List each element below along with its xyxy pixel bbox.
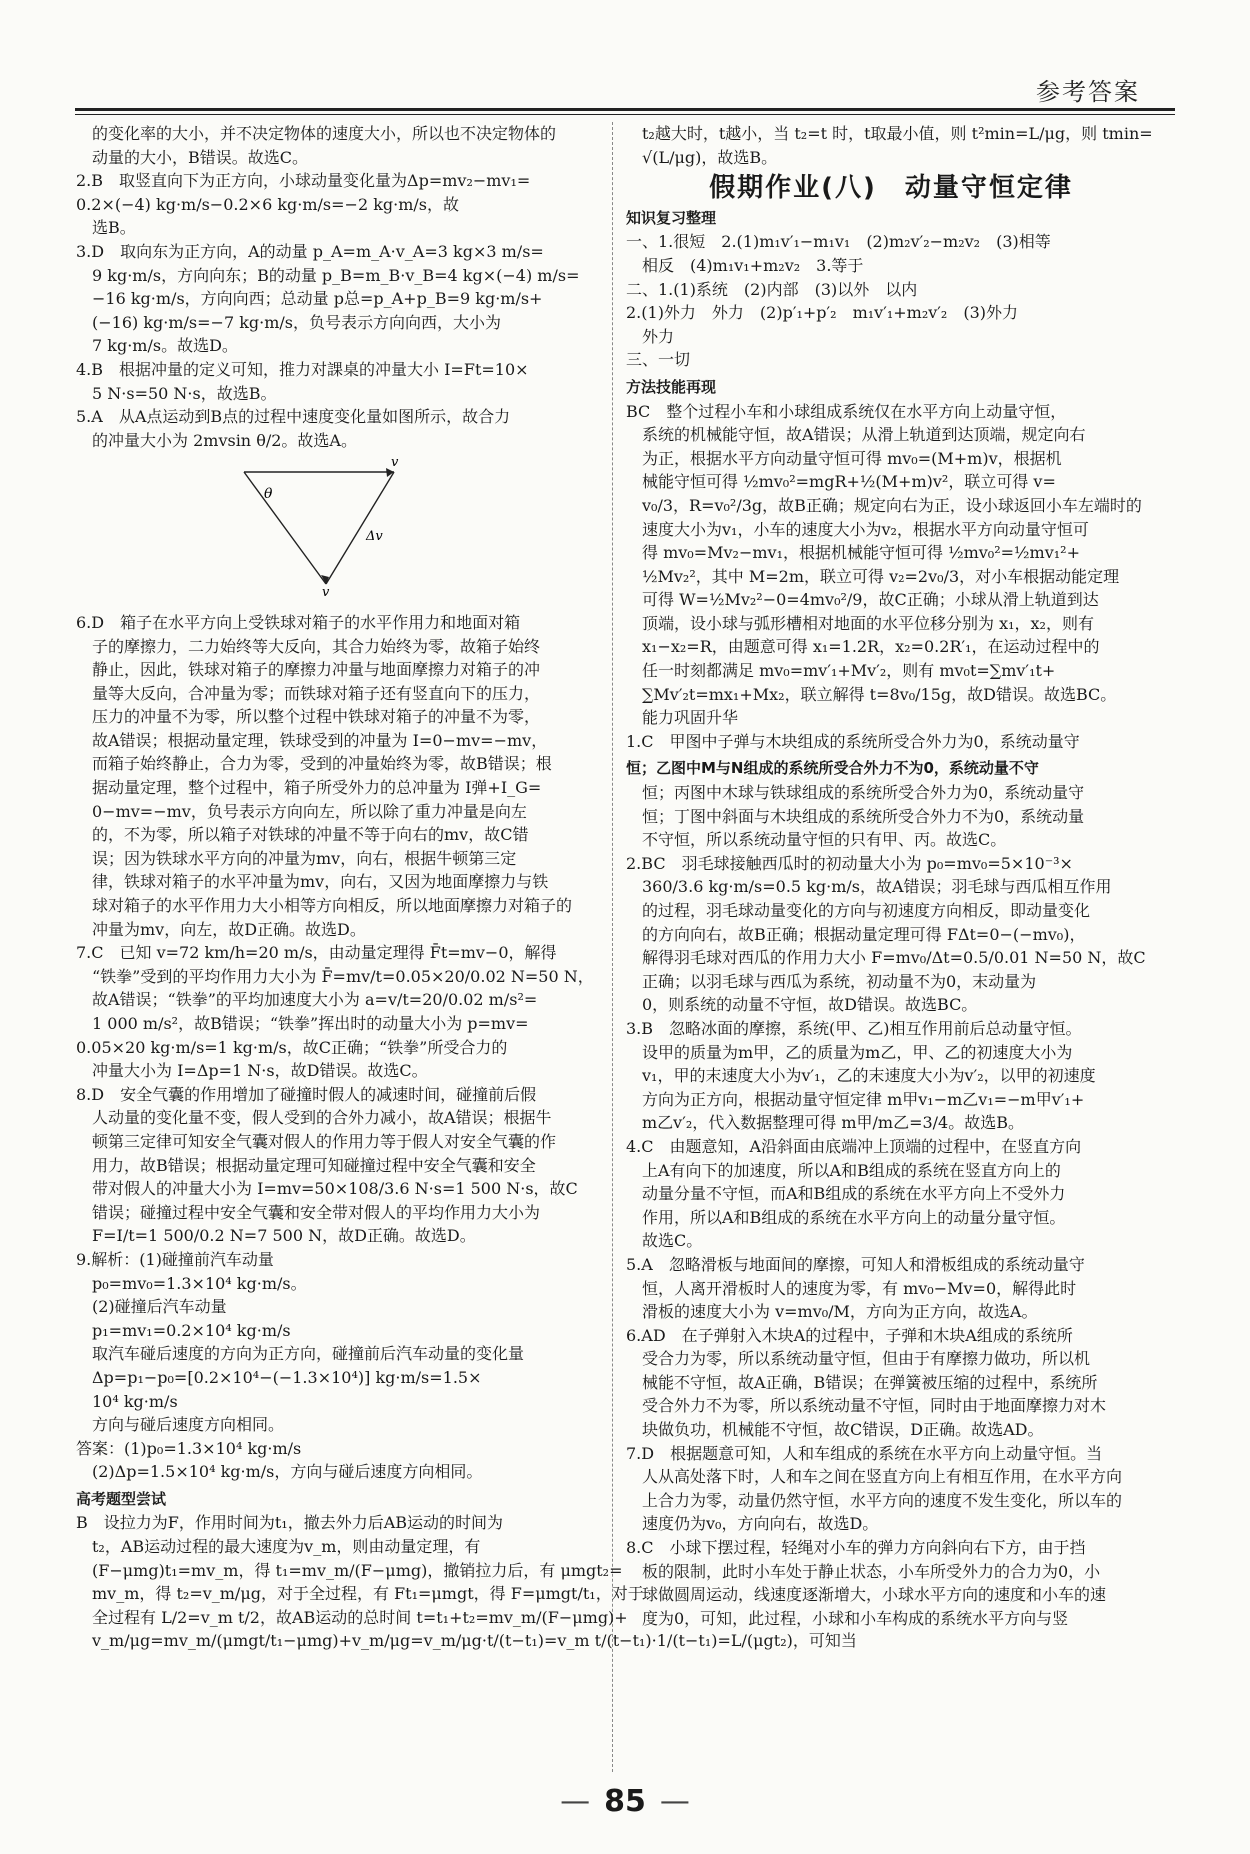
page-number-value: 85 [604,1784,646,1819]
text-line: (2)Δp=1.5×10⁴ kg·m/s，方向与碰后速度方向相同。 [92,1462,483,1482]
text-line: 1 000 m/s²，故B错误；“铁拳”挥出时的动量大小为 p=mv= [92,1014,529,1033]
text-line: 得 mv₀=Mv₂−mv₁，根据机械能守恒可得 ½mv₀²=½mv₁²+ [642,543,1080,563]
column-divider [612,122,613,1772]
text-line: 可得 W=½Mv₂²−0=4mv₀²/9，故C正确；小球从滑上轨道到达 [642,590,1099,610]
text-line: 恒，人离开滑板时人的速度为零，有 mv₀−Mv=0，解得此时 [642,1278,1077,1298]
text-line: 4.C 由题意知，A沿斜面由底端冲上顶端的过程中，在竖直方向 [626,1136,1082,1156]
text-line: 而箱子始终静止，合力为零，受到的冲量始终为零，故B错误；根 [92,754,552,774]
text-line: 错误；碰撞过程中安全气囊和安全带对假人的平均作用力大小为 [92,1202,541,1222]
text-line: 为正，根据水平方向动量守恒可得 mv₀=(M+m)v，根据机 [642,448,1062,468]
text-line: 7.D 根据题意可知，人和车组成的系统在水平方向上动量守恒。当 [626,1443,1103,1463]
text-line: 作用，所以A和B组成的系统在水平方向上的动量分量守恒。 [642,1207,1066,1227]
velocity-triangle-figure [226,455,601,605]
text-line: √(L/μg)，故选B。 [642,147,778,167]
v-label-bottom: v [322,585,330,601]
text-line: 据动量定理，整个过程中，箱子所受外力的总冲量为 I弹+I_G= [92,778,542,798]
text-line: BC 整个过程小车和小球组成系统仅在水平方向上动量守恒， [626,401,1067,421]
text-line: 全过程有 L/2=v_m t/2，故AB运动的总时间 t=t₁+t₂=mv_m/(F−μmg)+ [92,1607,628,1627]
text-line: 2.BC 羽毛球接触西瓜时的初动量大小为 p₀=mv₀=5×10⁻³× [626,853,1073,873]
text-line: 误；因为铁球水平方向的冲量为mv，向右，根据牛顿第三定 [92,848,517,868]
text-line: 4.B 根据冲量的定义可知，推力对課桌的冲量大小 I=Ft=10× [76,359,529,379]
text-line: 2.(1)外力 外力 (2)p′₁+p′₂ m₁v′₁+m₂v′₂ (3)外力 [626,303,1018,323]
text-line: 球对箱子的水平作用力大小相等方向相反，所以地面摩擦力对箱子的 [92,896,573,916]
text-line: 的，不为零，所以箱子对铁球的冲量不等于向右的mv，故C错 [92,825,529,845]
text-line: 故A错误；根据动量定理，铁球受到的冲量为 I=0−mv=−mv， [92,730,548,750]
subheading: 高考题型尝试 [76,1489,167,1508]
header-label: 参考答案 [1036,78,1140,106]
text-line: ∑Mv′₂t=mx₁+Mx₂，联立解得 t=8v₀/15g，故D错误。故选BC。 [642,684,1117,704]
text-line: 1.C 甲图中子弹与木块组成的系统所受合外力为0，系统动量守 [626,731,1080,751]
text-line: 能力巩固升华 [642,708,739,728]
text-line: 任一时刻都满足 mv₀=mv′₁+Mv′₂，则有 mv₀t=∑mv′₁t+ [642,661,1056,681]
text-line: 3.B 忽略冰面的摩擦，系统(甲、乙)相互作用前后总动量守恒。 [626,1018,1082,1038]
text-line: 动量的大小，B错误。故选C。 [92,147,309,167]
text-line: 6.AD 在子弹射入木块A的过程中，子弹和木块A组成的系统所 [626,1325,1073,1345]
text-line: B 设拉力为F，作用时间为t₁，撤去外力后AB运动的时间为 [76,1513,504,1533]
text-line: 外力 [642,326,675,346]
text-line: 9 kg·m/s，方向向东；B的动量 p_B=m_B·v_B=4 kg×(−4) m/s= [92,265,580,285]
left-edge [244,472,326,584]
theta-label: θ [264,486,273,503]
page-number: — 85 — [560,1784,690,1819]
text-line: 块做负功，机械能不守恒，故C错误，D正确。故选AD。 [642,1420,1044,1440]
text-line: 压力的冲量不为零，所以整个过程中铁球对箱子的冲量不为零， [92,707,541,727]
text-line: v₁，甲的末速度大小为v′₁，乙的末速度大小为v′₂，以甲的初速度 [642,1066,1096,1086]
text-line: 0，则系统的动量不守恒，故D错误。故选BC。 [642,995,978,1015]
right-column [626,122,1156,1630]
text-line: 2.B 取竖直向下为正方向，小球动量变化量为Δp=mv₂−mv₁= [76,171,531,191]
text-line: 用力，故B错误；根据动量定理可知碰撞过程中安全气囊和安全 [92,1155,536,1175]
text-line: m乙v′₂，代入数据整理可得 m甲/m乙=3/4。故选B。 [642,1113,1024,1133]
text-line: (2)碰撞后汽车动量 [92,1297,227,1317]
text-line: 量等大反向，合冲量为零；而铁球对箱子还有竖直向下的压力， [92,683,541,703]
text-line: 的方向向右，故B正确；根据动量定理可得 FΔt=0−(−mv₀)， [642,924,1086,944]
subheading: 恒；乙图中M与N组成的系统所受合外力不为0，系统动量不守 [626,759,1039,778]
text-line: −16 kg·m/s，方向向西；总动量 p总=p_A+p_B=9 kg·m/s+ [92,289,543,309]
text-line: 系统的机械能守恒，故A错误；从滑上轨道到达顶端，规定向右 [642,425,1086,445]
text-line: 械能不守恒，故A正确，B错误；在弹簧被压缩的过程中，系统所 [642,1372,1098,1392]
text-line: 人动量的变化量不变，假人受到的合外力减小，故A错误；根据牛 [92,1108,552,1128]
text-line: 板的限制，此时小车处于静止状态，小车所受外力的合力为0，小 [642,1561,1101,1581]
text-line: 冲量大小为 I=Δp=1 N·s，故D错误。故选C。 [92,1061,428,1081]
subheading: 知识复习整理 [626,208,717,227]
text-line: 7 kg·m/s。故选D。 [92,336,238,356]
text-line: (F−μmg)t₁=mv_m，得 t₁=mv_m/(F−μmg)，撤销拉力后，有 μmgt₂= [92,1560,623,1580]
text-line: 相反 (4)m₁v₁+m₂v₂ 3.等于 [642,255,864,275]
delta-v-label: Δv [366,529,383,545]
text-line: t₂越大时，t越小，当 t₂=t 时，t取最小值，则 t²min=L/μg，则 tmin= [642,124,1153,143]
text-line: 正确；以羽毛球与西瓜为系统，初动量不为0，末动量为 [642,971,1037,991]
text-line: 滑板的速度大小为 v=mv₀/M，方向为正方向，故选A。 [642,1302,1038,1322]
text-line: 的冲量大小为 2mvsin θ/2。故选A。 [92,430,357,450]
text-line: 设甲的质量为m甲，乙的质量为m乙，甲、乙的初速度大小为 [642,1042,1073,1062]
text-line: mv_m，得 t₂=v_m/μg，对于全过程，有 Ft₁=μmgt，得 F=μmgt/t₁，对于 [92,1584,644,1604]
text-line: 0.2×(−4) kg·m/s−0.2×6 kg·m/s=−2 kg·m/s，故 [76,194,460,214]
text-line: 速度大小为v₁，小车的速度大小为v₂，根据水平方向动量守恒可 [642,519,1089,539]
text-line: t₂，AB运动过程的最大速度为v_m，则由动量定理，有 [92,1537,481,1557]
text-line: 5.A 忽略滑板与地面间的摩擦，可知人和滑板组成的系统动量守 [626,1254,1085,1274]
velocity-triangle-svg [226,455,416,601]
text-line: ½Mv₂²，其中 M=2m，联立可得 v₂=2v₀/3，对小车根据动能定理 [642,566,1120,586]
section-title: 假期作业(八) 动量守恒定律 [709,173,1073,204]
text-line: 360/3.6 kg·m/s=0.5 kg·m/s，故A错误；羽毛球与西瓜相互作用 [642,877,1112,897]
text-line: 3.D 取向东为正方向，A的动量 p_A=m_A·v_A=3 kg×3 m/s= [76,241,544,261]
text-line: 方向与碰后速度方向相同。 [92,1415,285,1435]
text-line: 人从高处落下时，人和车之间在竖直方向上有相互作用，在水平方向 [642,1467,1123,1487]
header-rule [75,108,1175,111]
text-line: v₀/3，R=v₀²/3g，故B正确；规定向右为正，设小球返回小车左端时的 [642,495,1142,515]
text-line: F=I/t=1 500/0.2 N=7 500 N，故D正确。故选D。 [92,1226,476,1246]
header-rule-thin [75,114,1175,115]
text-line: Δp=p₁−p₀=[0.2×10⁴−(−1.3×10⁴)] kg·m/s=1.5× [92,1367,482,1387]
text-line: 二、1.(1)系统 (2)内部 (3)以外 以内 [626,279,918,299]
text-line: 动量分量不守恒，而A和B组成的系统在水平方向上不受外力 [642,1184,1066,1204]
text-line: 7.C 已知 v=72 km/h=20 m/s，由动量定理得 F̄t=mv−0，解得 [76,943,557,963]
right-edge [326,472,394,584]
text-line: “铁拳”受到的平均作用力大小为 F̄=mv/t=0.05×20/0.02 N=50 N， [92,966,594,986]
text-line: 律，铁球对箱子的水平冲量为mv，向右，又因为地面摩擦力与铁 [92,872,549,892]
text-line: 度为0，可知，此过程，小球和小车构成的系统水平方向与竖 [642,1608,1069,1628]
text-line: v_m/μg=mv_m/(μmgt/t₁−μmg)+v_m/μg=v_m/μg·t/(t−t₁)=v_m t/(t−t₁)·1/(t−t₁)=L/(μgt₂)，可知当 [92,1631,857,1651]
text-line: 静止，因此，铁球对箱子的摩擦力冲量与地面摩擦力对箱子的冲 [92,660,541,680]
text-line: (−16) kg·m/s=−7 kg·m/s，负号表示方向向西，大小为 [92,312,502,332]
text-line: 的过程，羽毛球动量变化的方向与初速度方向相反，即动量变化 [642,901,1091,920]
text-line: 顿第三定律可知安全气囊对假人的作用力等于假人对安全气囊的作 [92,1131,557,1151]
subheading: 方法技能再现 [626,377,717,396]
text-line: 故选C。 [642,1231,703,1251]
text-line: 0−mv=−mv，负号表示方向向左，所以除了重力冲量是向左 [92,801,527,821]
text-line: 5.A 从A点运动到B点的过程中速度变化量如图所示，故合力 [76,407,511,427]
text-line: 子的摩擦力，二力始终等大反向，其合力始终为零，故箱子始终 [92,636,541,656]
text-line: 取汽车碰后速度的方向为正方向，碰撞前后汽车动量的变化量 [92,1344,525,1364]
text-line: x₁−x₂=R，由题意可得 x₁=1.2R，x₂=0.2R′₁，在运动过程中的 [642,637,1100,657]
text-line: 10⁴ kg·m/s [92,1391,178,1411]
text-line: 8.C 小球下摆过程，轻绳对小车的弹力方向斜向右下方，由于挡 [626,1538,1086,1558]
text-line: 8.D 安全气囊的作用增加了碰撞时假人的减速时间，碰撞前后假 [76,1084,537,1104]
text-line: 方向为正方向，根据动量守恒定律 m甲v₁−m乙v₁=−m甲v′₁+ [642,1089,1085,1109]
text-line: p₀=mv₀=1.3×10⁴ kg·m/s。 [92,1273,307,1293]
text-line: 故A错误；“铁拳”的平均加速度大小为 a=v/t=20/0.02 m/s²= [92,990,538,1010]
text-line: 顶端，设小球与弧形槽相对地面的水平位移分别为 x₁，x₂，则有 [642,613,1094,633]
text-line: 球做圆周运动，线速度逐渐增大，小球水平方向的速度和小车的速 [642,1585,1107,1605]
text-line: 选B。 [92,218,136,238]
text-line: 一、1.很短 2.(1)m₁v′₁−m₁v₁ (2)m₂v′₂−m₂v₂ (3)相等 [626,232,1051,252]
text-line: 械能守恒可得 ½mv₀²=mgR+½(M+m)v²，联立可得 v= [642,472,1056,492]
text-line: 答案：(1)p₀=1.3×10⁴ kg·m/s [76,1438,302,1458]
v-label-top: v [391,455,399,471]
text-line: 恒；丙图中木球与铁球组成的系统所受合外力为0，系统动量守 [642,783,1085,803]
text-line: 上A有向下的加速度，所以A和B组成的系统在竖直方向上的 [642,1160,1061,1180]
text-line: p₁=mv₁=0.2×10⁴ kg·m/s [92,1320,291,1340]
text-line: 恒；丁图中斜面与木块组成的系统所受合外力不为0，系统动量 [642,806,1085,826]
text-line: 受合力为零，所以系统动量守恒，但由于有摩擦力做功，所以机 [642,1349,1091,1369]
text-line: 受合外力不为零，所以系统动量不守恒，同时由于地面摩擦力对木 [642,1396,1107,1416]
text-line: 6.D 箱子在水平方向上受铁球对箱子的水平作用力和地面对箱 [76,612,521,632]
text-line: 0.05×20 kg·m/s=1 kg·m/s，故C正确；“铁拳”所受合力的 [76,1037,508,1057]
text-line: 9.解析：(1)碰撞前汽车动量 [76,1249,274,1269]
text-line: 三、一切 [626,350,691,370]
text-line: 不守恒，所以系统动量守恒的只有甲、丙。故选C。 [642,830,1007,850]
text-line: 上合力为零，动量仍然守恒，水平方向的速度不发生变化，所以车的 [642,1490,1123,1510]
text-line: 解得羽毛球对西瓜的作用力大小 F=mv₀/Δt=0.5/0.01 N=50 N，故C [642,948,1146,968]
text-line: 5 N·s=50 N·s，故选B。 [92,383,277,403]
text-line: 速度仍为v₀，方向向右，故选D。 [642,1514,879,1534]
text-line: 的变化率的大小，并不决定物体的速度大小，所以也不决定物体的 [92,124,557,143]
text-line: 冲量为mv，向左，故D正确。故选D。 [92,919,366,939]
text-line: 带对假人的冲量大小为 I=mv=50×108/3.6 N·s=1 500 N·s，故C [92,1179,578,1199]
